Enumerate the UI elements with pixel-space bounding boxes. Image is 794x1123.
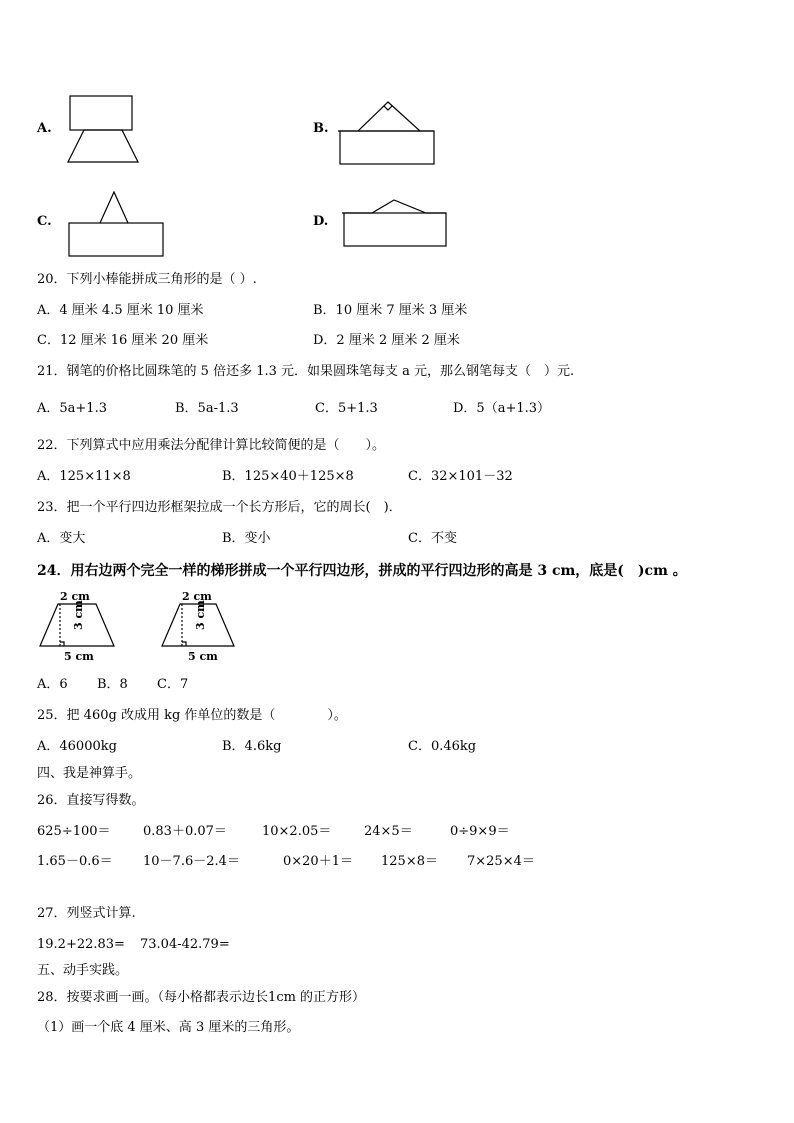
q28-part-1: （1）画一个底 4 厘米、高 3 厘米的三角形。 (37, 1020, 300, 1035)
q23-option-c: C．不变 (408, 531, 457, 546)
q23-option-a: A．变大 (37, 531, 86, 546)
q26-expression: 10－7.6－2.4＝ (143, 854, 240, 869)
q24-option-c: C．7 (157, 677, 189, 692)
figure-flat-triangle-over-rectangle (342, 198, 450, 250)
q28-stem: 28．按要求画一画。（每小格都表示边长1cm 的正方形） (37, 990, 366, 1005)
q20-option-c: C．12 厘米 16 厘米 20 厘米 (37, 333, 209, 348)
q20-stem: 20．下列小棒能拼成三角形的是（ ）. (37, 272, 257, 287)
q27-expression: 73.04-42.79= (140, 937, 230, 952)
q24-option-b: B．8 (97, 677, 128, 692)
q25-stem: 25．把 460g 改成用 kg 作单位的数是（ ）。 (37, 708, 347, 723)
q26-expression: 1.65－0.6＝ (37, 854, 113, 869)
q20-option-d: D．2 厘米 2 厘米 2 厘米 (313, 333, 460, 348)
q25-option-a: A．46000kg (37, 739, 117, 754)
q21-option-c: C．5+1.3 (315, 401, 378, 416)
q20-option-a: A．4 厘米 4.5 厘米 10 厘米 (37, 303, 204, 318)
q27-expression: 19.2+22.83= (37, 937, 125, 952)
q26-expression: 0÷9×9＝ (450, 824, 510, 839)
q22-option-b: B．125×40＋125×8 (222, 469, 354, 484)
trapezoid-figure-left (36, 590, 136, 666)
svg-text:2 cm: 2 cm (60, 590, 90, 603)
q26-stem: 26．直接写得数。 (37, 793, 145, 808)
svg-text:3 cm: 3 cm (72, 600, 85, 630)
q26-expression: 0×20＋1＝ (283, 854, 353, 869)
option-d-label: D. (313, 214, 329, 229)
q26-expression: 24×5＝ (364, 824, 413, 839)
svg-text:2 cm: 2 cm (182, 590, 212, 603)
q22-option-c: C．32×101－32 (408, 469, 513, 484)
q25-option-b: B．4.6kg (222, 739, 282, 754)
svg-text:5 cm: 5 cm (64, 650, 94, 663)
q24-stem: 24．用右边两个完全一样的梯形拼成一个平行四边形，拼成的平行四边形的高是 3 cm，底是( )cm 。 (37, 563, 687, 579)
q22-stem: 22．下列算式中应用乘法分配律计算比较简便的是（ ）。 (37, 438, 386, 453)
figure-peak-over-rectangle (68, 190, 166, 258)
option-c-label: C. (37, 214, 52, 229)
figure-triangle-over-rectangle (338, 100, 438, 166)
q21-option-d: D．5（a+1.3） (453, 401, 551, 416)
q27-stem: 27．列竖式计算. (37, 906, 136, 921)
q26-expression: 625÷100＝ (37, 824, 111, 839)
svg-text:3 cm: 3 cm (194, 600, 207, 630)
q21-option-a: A．5a+1.3 (37, 401, 107, 416)
q22-option-a: A．125×11×8 (37, 469, 131, 484)
q26-expression: 10×2.05＝ (262, 824, 332, 839)
q20-option-b: B．10 厘米 7 厘米 3 厘米 (313, 303, 468, 318)
figure-rectangle-over-trapezoid (66, 95, 146, 165)
section-5-heading: 五、动手实践。 (37, 963, 129, 978)
option-b-label: B. (313, 121, 329, 136)
q26-expression: 0.83＋0.07＝ (143, 824, 227, 839)
q21-option-b: B．5a-1.3 (175, 401, 239, 416)
svg-text:5 cm: 5 cm (188, 650, 218, 663)
trapezoid-figure-right (160, 590, 260, 666)
option-a-label: A. (37, 121, 52, 136)
q23-option-b: B．变小 (222, 531, 271, 546)
q23-stem: 23．把一个平行四边形框架拉成一个长方形后，它的周长( )． (37, 500, 402, 515)
q25-option-c: C．0.46kg (408, 739, 477, 754)
q26-expression: 7×25×4＝ (467, 854, 535, 869)
q21-stem: 21．钢笔的价格比圆珠笔的 5 倍还多 1.3 元．如果圆珠笔每支 a 元，那么钢笔每支（ ）元. (37, 364, 575, 379)
q24-option-a: A．6 (37, 677, 68, 692)
section-4-heading: 四、我是神算手。 (37, 766, 142, 781)
q26-expression: 125×8＝ (381, 854, 438, 869)
